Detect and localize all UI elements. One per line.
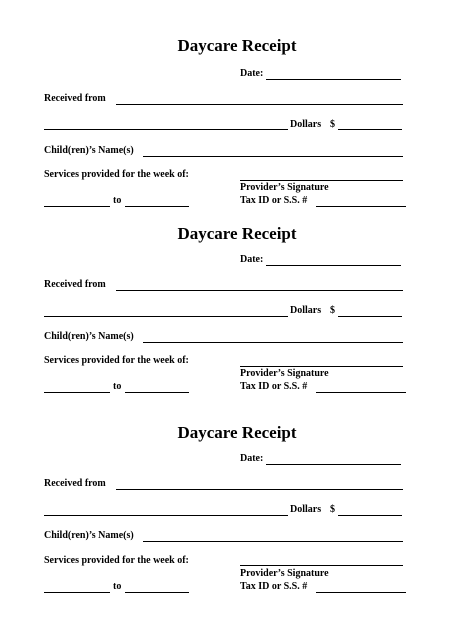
received-from-label: Received from [44, 279, 106, 290]
receipt-1 [0, 36, 474, 236]
date-line[interactable] [266, 79, 401, 80]
date-line[interactable] [266, 464, 401, 465]
amount-line[interactable] [338, 515, 402, 516]
date-label: Date: [240, 68, 264, 79]
services-week-label: Services provided for the week of: [44, 355, 189, 366]
date-label: Date: [240, 453, 264, 464]
receipt-title: Daycare Receipt [177, 423, 297, 442]
receipt-2 [0, 224, 474, 424]
children-names-label: Child(ren)’s Name(s) [44, 331, 134, 342]
week-start-line[interactable] [44, 592, 110, 593]
received-from-label: Received from [44, 93, 106, 104]
week-start-line[interactable] [44, 392, 110, 393]
dollars-label: Dollars [290, 504, 322, 515]
dollars-label: Dollars [290, 305, 322, 316]
provider-signature-label: Provider’s Signature [240, 568, 329, 579]
dollars-label: Dollars [290, 119, 322, 130]
signature-line[interactable] [240, 180, 403, 181]
date-label: Date: [240, 254, 264, 265]
services-week-label: Services provided for the week of: [44, 169, 189, 180]
tax-id-label: Tax ID or S.S. # [240, 381, 308, 392]
provider-signature-label: Provider’s Signature [240, 368, 329, 379]
services-week-label: Services provided for the week of: [44, 555, 189, 566]
children-names-line[interactable] [143, 342, 403, 343]
week-start-line[interactable] [44, 206, 110, 207]
children-names-line[interactable] [143, 156, 403, 157]
signature-line[interactable] [240, 565, 403, 566]
signature-line[interactable] [240, 366, 403, 367]
week-end-line[interactable] [125, 392, 189, 393]
to-label: to [113, 581, 122, 592]
week-end-line[interactable] [125, 206, 189, 207]
dollar-sign: $ [330, 119, 335, 130]
amount-line[interactable] [338, 129, 402, 130]
children-names-label: Child(ren)’s Name(s) [44, 145, 134, 156]
tax-id-label: Tax ID or S.S. # [240, 581, 308, 592]
tax-id-line[interactable] [316, 206, 406, 207]
children-names-line[interactable] [143, 541, 403, 542]
week-end-line[interactable] [125, 592, 189, 593]
amount-words-line[interactable] [44, 515, 288, 516]
tax-id-line[interactable] [316, 592, 406, 593]
tax-id-label: Tax ID or S.S. # [240, 195, 308, 206]
received-from-line[interactable] [116, 290, 403, 291]
dollar-sign: $ [330, 504, 335, 515]
amount-words-line[interactable] [44, 129, 288, 130]
amount-line[interactable] [338, 316, 402, 317]
received-from-label: Received from [44, 478, 106, 489]
received-from-line[interactable] [116, 489, 403, 490]
tax-id-line[interactable] [316, 392, 406, 393]
receipt-title: Daycare Receipt [177, 36, 297, 55]
to-label: to [113, 381, 122, 392]
date-line[interactable] [266, 265, 401, 266]
receipt-3 [0, 423, 474, 623]
receipt-title: Daycare Receipt [177, 224, 297, 243]
to-label: to [113, 195, 122, 206]
amount-words-line[interactable] [44, 316, 288, 317]
children-names-label: Child(ren)’s Name(s) [44, 530, 134, 541]
provider-signature-label: Provider’s Signature [240, 182, 329, 193]
dollar-sign: $ [330, 305, 335, 316]
received-from-line[interactable] [116, 104, 403, 105]
